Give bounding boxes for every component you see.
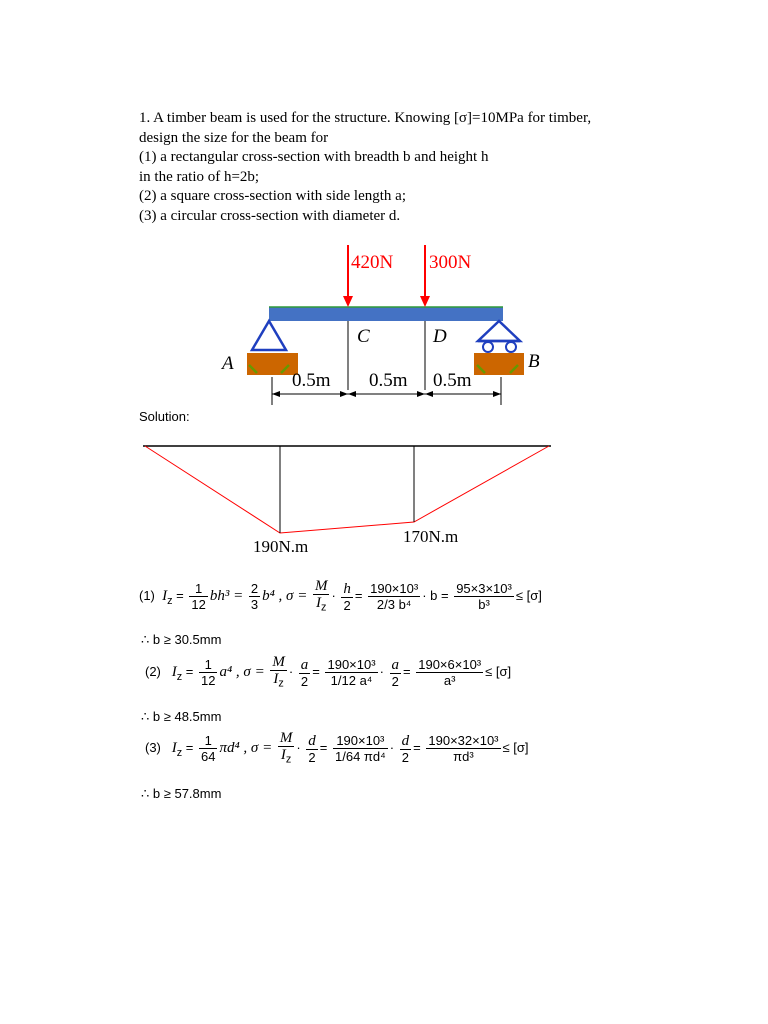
answer-case-3: ∴ b ≥ 57.8mm xyxy=(141,786,222,801)
eq2-term1: a⁴ , σ = xyxy=(219,664,265,681)
eq1-res-frac: $\frac{\text{95×3×10³}}{\text{b³}}$ xyxy=(456,581,512,613)
eq2-a-frac: $\frac{a}{2}$ xyxy=(300,656,309,689)
eq3-d-frac: $\frac{d}{2}$ xyxy=(308,732,316,765)
eq2-tail: ≤ [σ] xyxy=(485,664,512,680)
eq2-big-frac: $\frac{\text{190×10³}}{\text{1/12 a⁴}}$ xyxy=(327,657,376,689)
span-label-3: 0.5m xyxy=(433,370,472,391)
eq1-frac2: $\frac{2}{3}$ xyxy=(250,581,259,613)
eq1-big-frac: $\frac{\text{190×10³}}{\text{2/3 b⁴}}$ xyxy=(370,581,419,613)
load-label-420: 420N xyxy=(351,252,394,273)
eq3-m-frac: $\frac{M}{I_z}$ xyxy=(279,730,293,766)
point-label-c: C xyxy=(357,326,370,347)
eq2-a-frac-2: $\frac{a}{2}$ xyxy=(391,656,400,689)
case-label-1: (1) xyxy=(139,588,155,604)
solution-label: Solution: xyxy=(139,409,190,424)
eq1-tail: ≤ [σ] xyxy=(515,588,542,604)
problem-line-5: (2) a square cross-section with side length a; xyxy=(139,188,407,205)
moment-value-c: 190N.m xyxy=(253,537,309,556)
eq1-h-frac: $\frac{h}{2}$ xyxy=(343,580,351,613)
eq1-frac1: $\frac{1}{12}$ xyxy=(191,581,206,613)
problem-line-1: 1. A timber beam is used for the structure. Knowing [σ]=10MPa for timber, xyxy=(139,110,592,126)
eq3-big-frac: $\frac{\text{190×10³}}{\text{1/64 πd⁴}}$ xyxy=(335,733,386,765)
eq1-term1: bh³ = xyxy=(209,588,244,605)
problem-line-2: design the size for the beam for xyxy=(139,129,329,146)
problem-line-3: (1) a rectangular cross-section with breadth b and height h xyxy=(139,149,489,166)
case-label-3: (3) xyxy=(145,740,161,756)
case-label-2: (2) xyxy=(145,664,161,680)
eq1-lhs-sub: z xyxy=(167,594,173,607)
answer-case-2: ∴ b ≥ 48.5mm xyxy=(141,709,222,724)
eq1-term2: b⁴ , σ = xyxy=(262,588,308,605)
equation-case-1: (1) $I_z$ = $\frac{1}{12}$ bh³ = $\frac{2}{3}$ b⁴ , σ = $\frac{M}{I_z}$ · $\frac{h}{2}$ = $\frac{\text{190×10³}}{\text{2/3 b⁴}}$ · b = $\frac{\text{95×3×10³}}{\text{b³}}$ ≤ [σ] xyxy=(139,578,542,614)
eq3-res-frac: $\frac{\text{190×32×10³}}{\text{πd³}}$ xyxy=(428,733,499,765)
moment-value-d: 170N.m xyxy=(403,527,459,546)
eq1-m-frac: $\frac{M}{I_z}$ xyxy=(314,578,328,614)
equation-case-3: (3) $I_z$ = $\frac{1}{64}$ πd⁴ , σ = $\frac{M}{I_z}$ · $\frac{d}{2}$ = $\frac{\text{190×10³}}{\text{1/64 πd⁴}}$ · $\frac{d}{2}$ = $\frac{\text{190×32×10³}}{\text{πd³}}$ ≤ [σ] xyxy=(145,730,529,766)
problem-line-6: (3) a circular cross-section with diameter d. xyxy=(139,207,401,224)
eq2-frac1: $\frac{1}{12}$ xyxy=(200,657,216,689)
equation-case-2: (2) $I_z$ = $\frac{1}{12}$ a⁴ , σ = $\frac{M}{I_z}$ · $\frac{a}{2}$ = $\frac{\text{190×10³}}{\text{1/12 a⁴}}$ · $\frac{a}{2}$ = $\frac{\text{190×6×10³}}{\text{a³}}$ ≤ [σ] xyxy=(145,654,512,690)
eq3-tail: ≤ [σ] xyxy=(502,740,529,756)
eq1-lhs: I xyxy=(162,588,168,605)
problem-line-4: in the ratio of h=2b; xyxy=(139,168,260,185)
span-label-2: 0.5m xyxy=(369,370,408,391)
load-label-300: 300N xyxy=(429,252,472,273)
eq3-term1: πd⁴ , σ = xyxy=(219,740,273,757)
span-label-1: 0.5m xyxy=(292,370,331,391)
eq3-frac1: $\frac{1}{64}$ xyxy=(200,733,216,765)
eq3-d-frac-2: $\frac{d}{2}$ xyxy=(401,732,410,765)
moment-curve xyxy=(145,446,549,533)
eq1-mid: · b = xyxy=(422,588,449,604)
eq2-res-frac: $\frac{\text{190×6×10³}}{\text{a³}}$ xyxy=(418,657,482,689)
point-label-b: B xyxy=(528,351,540,372)
eq2-m-frac: $\frac{M}{I_z}$ xyxy=(272,654,285,690)
answer-case-1: ∴ b ≥ 30.5mm xyxy=(141,632,222,647)
point-label-d: D xyxy=(433,326,447,347)
point-label-a: A xyxy=(222,353,234,374)
